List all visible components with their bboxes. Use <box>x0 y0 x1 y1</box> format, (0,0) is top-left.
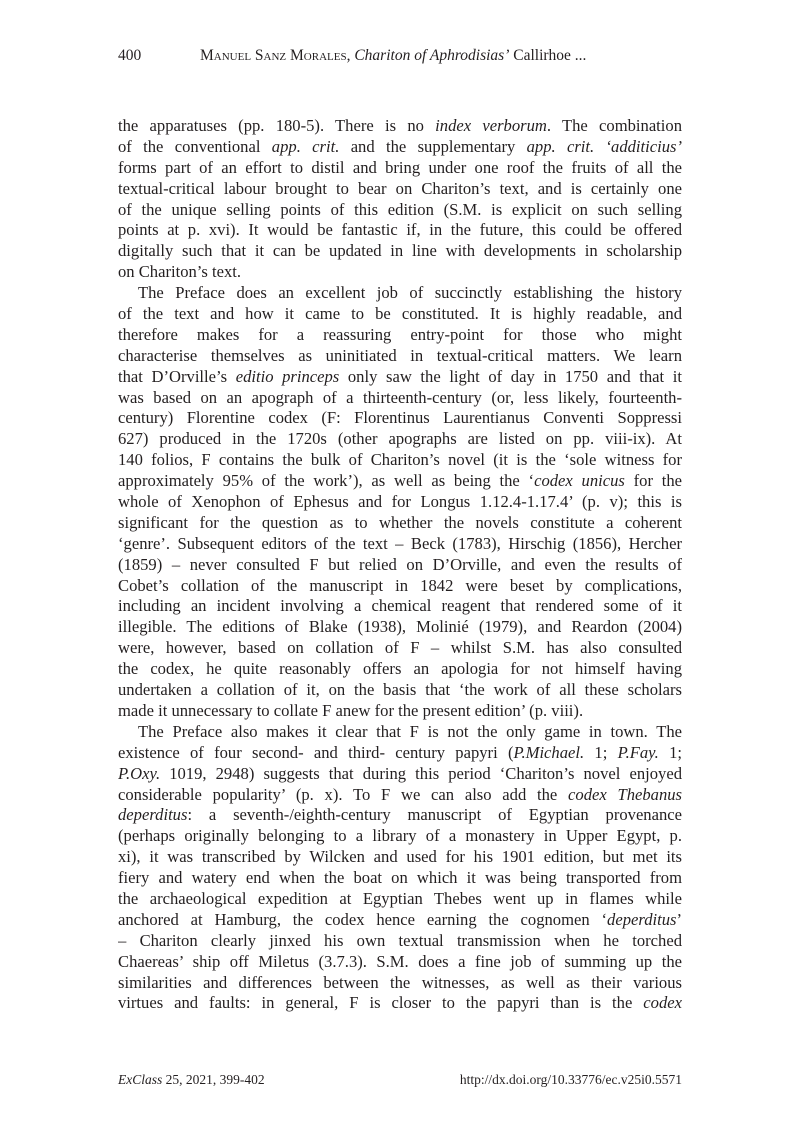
italic-text: P.Oxy. <box>118 763 161 783</box>
text-line <box>118 555 682 576</box>
text: the archaeological expedition at Egyptian Thebes went up in flames while <box>118 888 682 908</box>
text-line <box>118 137 682 158</box>
text: points at p. xvi). It would be fantastic if, in the future, this could be offered <box>118 220 682 240</box>
text: ‘genre’. Subsequent editors of the text – Beck (1783), Hirschig (1856), Hercher <box>118 533 682 553</box>
work-title: Chariton of Aphrodisias’ <box>354 47 510 64</box>
text: The Preface does an excellent job of succinctly establishing the history <box>138 283 682 303</box>
text-line <box>118 680 682 701</box>
text: the apparatuses (pp. 180-5). There is no <box>118 116 436 135</box>
italic-text: codex unicus <box>534 471 625 491</box>
text-line <box>118 429 682 450</box>
text-line <box>118 617 682 638</box>
text: fiery and watery end when the boat on which it was being transported from <box>118 868 682 888</box>
text: ’ <box>676 909 682 929</box>
text-line <box>118 826 682 847</box>
text-line <box>118 785 682 806</box>
text-line <box>118 638 682 659</box>
text-line <box>118 847 682 868</box>
text-line <box>118 743 682 764</box>
text: (1859) – never consulted F but relied on D’Orville, and even the results of <box>118 554 682 574</box>
italic-text: app. crit. <box>271 136 340 156</box>
text-line <box>118 262 682 283</box>
text: of the unique selling points of this edition (S.M. is explicit on such selling <box>118 199 682 219</box>
text: that D’Orville’s <box>118 366 236 386</box>
text-line <box>118 304 682 325</box>
text: was based on an apograph of a thirteenth-century (or, less likely, fourteenth- <box>118 387 682 407</box>
italic-text: P.Fay. <box>617 742 659 762</box>
text-line <box>118 701 682 722</box>
text-line <box>118 952 682 973</box>
text: therefore makes for a reassuring entry-point for those who might <box>118 324 682 344</box>
text: anchored at Hamburg, the codex hence earning the cognomen ‘ <box>118 909 608 929</box>
italic-text: app. crit. ‘additicius’ <box>526 136 682 156</box>
text: on Chariton’s text. <box>118 262 242 282</box>
journal-citation <box>118 1071 265 1089</box>
text: : a seventh-/eighth-century manuscript of Egyptian provenance <box>187 805 682 825</box>
italic-text: P.Michael. <box>513 742 585 762</box>
text: of the conventional <box>118 136 272 156</box>
article-body <box>118 116 682 1014</box>
text: 1019, 2948) suggests that during this period ‘Chariton’s novel enjoyed <box>160 763 682 783</box>
text-line <box>118 868 682 889</box>
page-number: 400 <box>118 47 142 64</box>
text-line <box>118 200 682 221</box>
text-line <box>118 576 682 597</box>
text: xi), it was transcribed by Wilcken and used for his 1901 edition, but met its <box>118 847 682 867</box>
text-line <box>118 973 682 994</box>
text: digitally such that it can be updated in line with developments in scholarship <box>118 241 682 261</box>
text-line <box>118 993 682 1014</box>
text: significant for the question as to whether the novels constitute a coherent <box>118 512 682 532</box>
italic-text: deperditus <box>118 805 188 825</box>
text: 140 folios, F contains the bulk of Chariton’s novel (it is the ‘sole witness for <box>118 450 682 470</box>
text: considerable popularity’ (p. x). To F we can also add the <box>118 784 569 804</box>
text: and the supplementary <box>339 136 527 156</box>
text-line <box>118 241 682 262</box>
text-line <box>118 805 682 826</box>
text-line <box>118 158 682 179</box>
italic-text: codex <box>643 993 682 1013</box>
text-line <box>118 889 682 910</box>
italic-text: deperditus <box>607 909 677 929</box>
text-line <box>118 931 682 952</box>
text-line <box>118 722 682 743</box>
text-line <box>118 346 682 367</box>
italic-text: index verborum <box>435 116 547 135</box>
text-line <box>118 325 682 346</box>
paragraph <box>118 283 682 722</box>
text: (perhaps originally belonging to a library of a monastery in Upper Egypt, p. <box>118 826 682 846</box>
paragraph <box>118 722 682 1014</box>
text-line <box>118 220 682 241</box>
text-line <box>118 283 682 304</box>
text-line <box>118 116 682 137</box>
author-name: Manuel Sanz Morales <box>200 47 347 64</box>
text: 627) produced in the 1720s (other apographs are listed on pp. viii-ix). At <box>118 429 682 449</box>
text-line <box>118 408 682 429</box>
text-line <box>118 910 682 931</box>
text: illegible. The editions of Blake (1938), Molinié (1979), and Reardon (2004) <box>118 617 682 637</box>
text: were, however, based on collation of F – whilst S.M. has also consulted <box>118 638 682 658</box>
text-line <box>118 659 682 680</box>
paragraph <box>118 116 682 283</box>
text: . The combination <box>546 116 682 135</box>
text: similarities and differences between the witnesses, as well as their various <box>118 972 682 992</box>
text: approximately 95% of the work’), as well as being the ‘ <box>118 471 535 491</box>
text: only saw the light of day in 1750 and that it <box>339 366 682 386</box>
italic-text: editio princeps <box>235 366 340 386</box>
text: – Chariton clearly jinxed his own textual transmission when he torched <box>118 930 682 950</box>
text: 1; <box>584 742 618 762</box>
text: for the <box>624 471 682 491</box>
text: Chaereas’ ship off Miletus (3.7.3). S.M. does a fine job of summing up the <box>118 951 682 971</box>
text: century) Florentine codex (F: Florentinus Laurentianus Conventi Soppressi <box>118 408 682 428</box>
text-line <box>118 492 682 513</box>
running-title <box>200 46 586 66</box>
text: textual-critical labour brought to bear on Chariton’s text, and is certainly one <box>118 178 682 198</box>
text-line <box>118 764 682 785</box>
italic-text: codex Thebanus <box>568 784 682 804</box>
text: characterise themselves as uninitiated in textual-critical matters. We learn <box>118 345 682 365</box>
text: existence of four second- and third- century papyri ( <box>118 742 514 762</box>
text: whole of Xenophon of Ephesus and for Longus 1.12.4-1.17.4’ (p. v); this is <box>118 492 682 512</box>
text-line <box>118 596 682 617</box>
text-line <box>118 367 682 388</box>
text: made it unnecessary to collate F anew for the present edition’ (p. viii). <box>118 700 584 720</box>
text: of the text and how it came to be constituted. It is highly readable, and <box>118 304 682 324</box>
volume-pages: 25, 2021, 399-402 <box>162 1072 265 1087</box>
doi-link[interactable]: http://dx.doi.org/10.33776/ec.v25i0.5571 <box>459 1072 682 1087</box>
journal-name: ExClass <box>118 1072 163 1087</box>
text: undertaken a collation of it, on the basis that ‘the work of all these scholars <box>118 680 682 700</box>
text: The Preface also makes it clear that F is not the only game in town. The <box>138 721 682 741</box>
text-line <box>118 450 682 471</box>
text-line <box>118 388 682 409</box>
text-line <box>118 513 682 534</box>
text: virtues and faults: in general, F is closer to the papyri than is the <box>118 993 644 1013</box>
text-line <box>118 471 682 492</box>
text: forms part of an effort to distil and bring under one roof the fruits of all the <box>118 157 682 177</box>
text-line <box>118 534 682 555</box>
work-title-rest: Callirhoe ... <box>509 47 587 64</box>
text: 1; <box>658 742 682 762</box>
text: Cobet’s collation of the manuscript in 1842 were beset by complications, <box>118 575 682 595</box>
text: including an incident involving a chemical reagent that rendered some of it <box>118 596 682 616</box>
separator: , <box>346 47 355 64</box>
text: the codex, he quite reasonably offers an apologia for not himself having <box>118 659 682 679</box>
text-line <box>118 179 682 200</box>
